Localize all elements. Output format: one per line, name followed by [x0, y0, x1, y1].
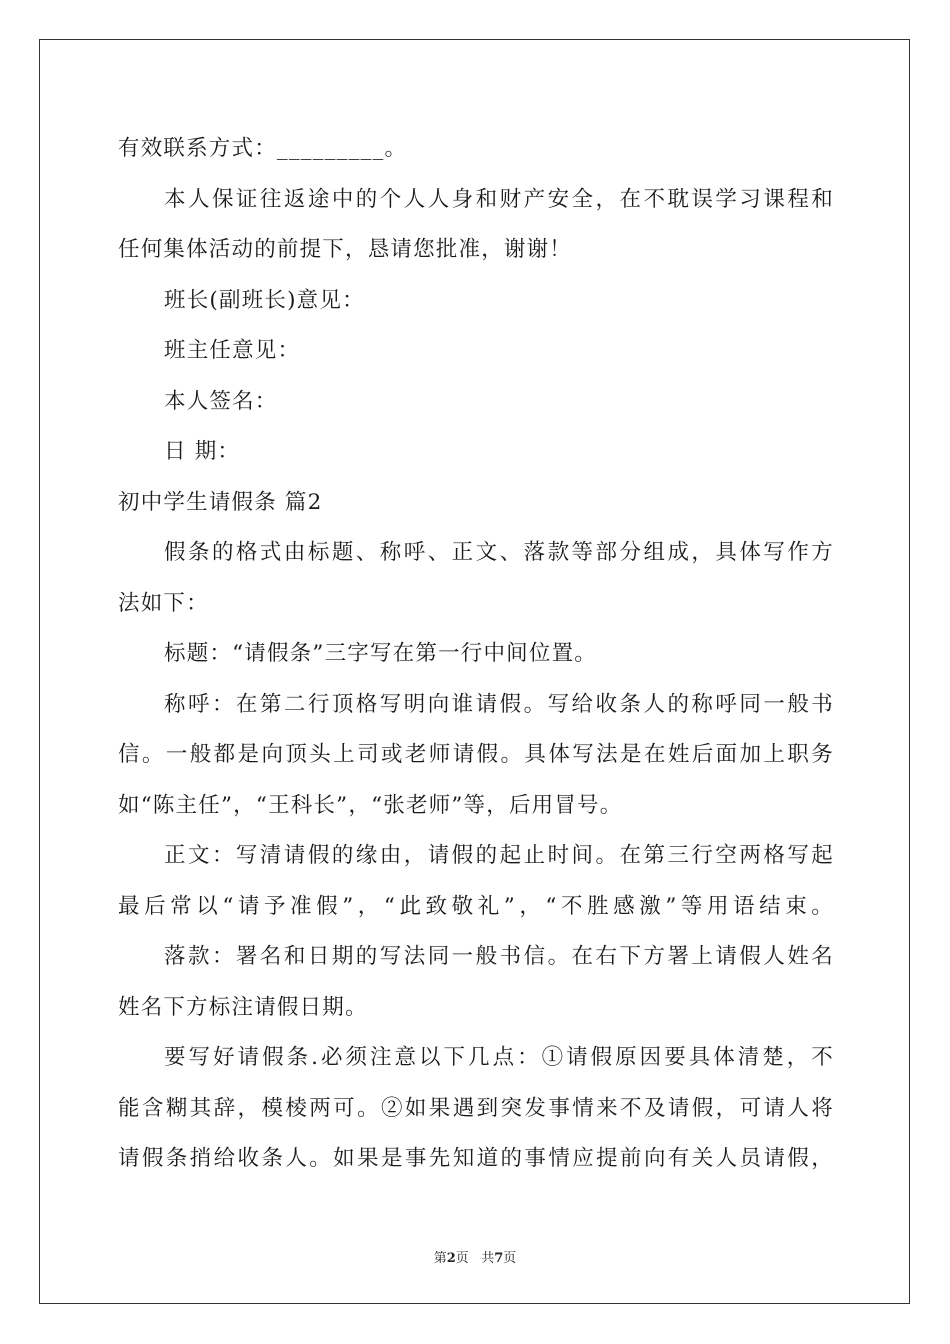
- paragraph-line: 落款：署名和日期的写法同一般书信。在右下方署上请假人姓名: [164, 944, 834, 969]
- paragraph-line: 任何集体活动的前提下，恳请您批准，谢谢！: [118, 237, 573, 262]
- total-pages: 7: [494, 1251, 504, 1266]
- monitor-opinion-line: 班长(副班长)意见：: [164, 287, 365, 313]
- signature-line: 本人签名：: [164, 388, 278, 414]
- paragraph-line: 最后常以“请予准假”，“此致敬礼”，“不胜感激”等用语结束。: [118, 893, 834, 919]
- contact-line: 有效联系方式：_________。: [118, 136, 408, 161]
- page-number: 2: [446, 1251, 456, 1266]
- paragraph-line: 本人保证往返途中的个人人身和财产安全，在不耽误学习课程和: [164, 186, 834, 212]
- date-line: 日 期：: [164, 439, 241, 464]
- page-suffix: 页: [455, 1251, 469, 1266]
- paragraph-line: 信。一般都是向顶头上司或老师请假。具体写法是在姓后面加上职务: [118, 742, 834, 767]
- section-heading: 初中学生请假条 篇2: [118, 489, 323, 515]
- paragraph-line: 如“陈主任”，“王科长”，“张老师”等，后用冒号。: [118, 792, 623, 818]
- paragraph-line: 法如下：: [118, 590, 209, 616]
- page-prefix: 第: [433, 1251, 447, 1266]
- total-suffix: 页: [503, 1251, 517, 1266]
- paragraph-line: 标题：“请假条”三字写在第一行中间位置。: [164, 641, 597, 666]
- paragraph-line: 姓名下方标注请假日期。: [118, 994, 368, 1020]
- paragraph-line: 请假条捎给收条人。如果是事先知道的事情应提前向有关人员请假，: [118, 1146, 834, 1171]
- paragraph-line: 正文：写清请假的缘由，请假的起止时间。在第三行空两格写起: [164, 843, 834, 868]
- page-footer: [0, 1247, 950, 1266]
- paragraph-line: 假条的格式由标题、称呼、正文、落款等部分组成，具体写作方: [164, 540, 834, 565]
- total-prefix: 共: [481, 1251, 495, 1266]
- paragraph-line: 能含糊其辞，模棱两可。②如果遇到突发事情来不及请假，可请人将: [118, 1095, 834, 1121]
- teacher-opinion-line: 班主任意见：: [164, 338, 301, 363]
- document-body: [118, 124, 834, 1185]
- paragraph-line: 称呼：在第二行顶格写明向谁请假。写给收条人的称呼同一般书: [164, 691, 834, 717]
- paragraph-line: 要写好请假条.必须注意以下几点：①请假原因要具体清楚，不: [164, 1045, 834, 1070]
